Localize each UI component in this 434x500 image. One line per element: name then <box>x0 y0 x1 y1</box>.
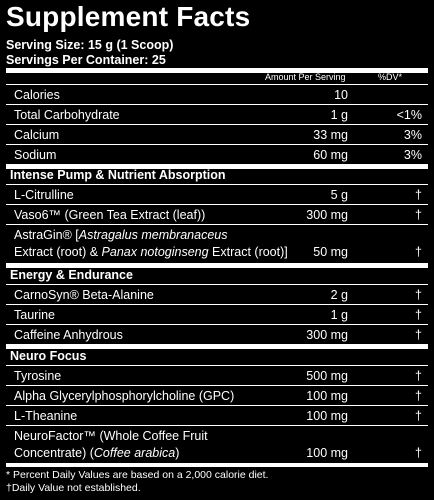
ingredient-name-line2: Extract (root) & Panax notoginseng Extract (root)] <box>14 245 288 259</box>
ingredient-name: Taurine <box>14 308 55 322</box>
servings-per-container: Servings Per Container: 25 <box>6 53 166 67</box>
row-divider <box>6 425 428 426</box>
ingredient-dv: † <box>415 308 422 322</box>
row-divider <box>6 324 428 325</box>
ingredient-name: Alpha Glycerylphosphorylcholine (GPC) <box>14 389 235 403</box>
panel-title: Supplement Facts <box>6 1 251 32</box>
amount-per-serving-header: Amount Per Serving <box>265 72 346 82</box>
ingredient-amount: 1 g <box>330 308 348 322</box>
ingredient-amount: 500 mg <box>306 369 348 383</box>
ingredient-dv: † <box>415 446 422 460</box>
ingredient-amount: 100 mg <box>306 446 348 460</box>
ingredient-name: Tyrosine <box>14 369 62 383</box>
row-divider <box>6 104 428 105</box>
nutrient-name: Calcium <box>14 128 60 142</box>
ingredient-name: L-Theanine <box>14 409 78 423</box>
ingredient-row <box>6 429 428 463</box>
section-title: Intense Pump & Nutrient Absorption <box>10 168 226 182</box>
row-divider <box>6 405 428 406</box>
thick-divider <box>6 68 428 73</box>
ingredient-name: L-Citrulline <box>14 188 74 202</box>
row-divider <box>6 365 428 366</box>
ingredient-dv: † <box>415 288 422 302</box>
ingredient-name: Caffeine Anhydrous <box>14 328 123 342</box>
nutrient-amount: 1 g <box>330 108 348 122</box>
ingredient-amount: 2 g <box>330 288 348 302</box>
row-divider <box>6 304 428 305</box>
nutrient-name: Sodium <box>14 148 57 162</box>
ingredient-amount: 300 mg <box>306 328 348 342</box>
ingredient-name: CarnoSyn® Beta-Alanine <box>14 288 154 302</box>
nutrient-amount: 60 mg <box>313 148 348 162</box>
row-divider <box>6 204 428 205</box>
header-divider <box>6 84 428 85</box>
row-divider <box>6 144 428 145</box>
ingredient-dv: † <box>415 369 422 383</box>
dv-header: %DV* <box>378 72 403 82</box>
section-title: Neuro Focus <box>10 349 87 363</box>
ingredient-dv: † <box>415 409 422 423</box>
ingredient-dv: † <box>415 245 422 259</box>
ingredient-dv: † <box>415 328 422 342</box>
ingredient-name-line1: AstraGin® [Astragalus membranaceus <box>14 228 228 242</box>
nutrient-dv: <1% <box>396 108 422 122</box>
nutrient-dv: 3% <box>403 148 422 162</box>
row-divider <box>6 224 428 225</box>
ingredient-dv: † <box>415 188 422 202</box>
nutrient-name: Calories <box>14 88 60 102</box>
ingredient-name-line1: NeuroFactor™ (Whole Coffee Fruit <box>14 429 208 443</box>
ingredient-dv: † <box>415 208 422 222</box>
ingredient-amount: 300 mg <box>306 208 348 222</box>
nutrient-amount: 33 mg <box>313 128 348 142</box>
nutrient-dv: 3% <box>403 128 422 142</box>
ingredient-row <box>6 228 428 262</box>
footnote-dagger: †Daily Value not established. <box>6 482 141 494</box>
ingredient-name: Vaso6™ (Green Tea Extract (leaf)) <box>14 208 206 222</box>
nutrient-name: Total Carbohydrate <box>14 108 120 122</box>
section-title: Energy & Endurance <box>10 268 133 282</box>
ingredient-amount: 100 mg <box>306 389 348 403</box>
row-divider <box>6 284 428 285</box>
thick-divider <box>6 463 428 467</box>
ingredient-amount: 5 g <box>330 188 348 202</box>
footnote-percent-dv: * Percent Daily Values are based on a 2,000 calorie diet. <box>6 469 269 481</box>
ingredient-name-line2: Concentrate) (Coffee arabica) <box>14 446 180 460</box>
nutrient-amount: 10 <box>334 88 348 102</box>
row-divider <box>6 385 428 386</box>
serving-size: Serving Size: 15 g (1 Scoop) <box>6 38 174 52</box>
ingredient-amount: 100 mg <box>306 409 348 423</box>
row-divider <box>6 184 428 185</box>
ingredient-dv: † <box>415 389 422 403</box>
ingredient-amount: 50 mg <box>313 245 348 259</box>
row-divider <box>6 124 428 125</box>
